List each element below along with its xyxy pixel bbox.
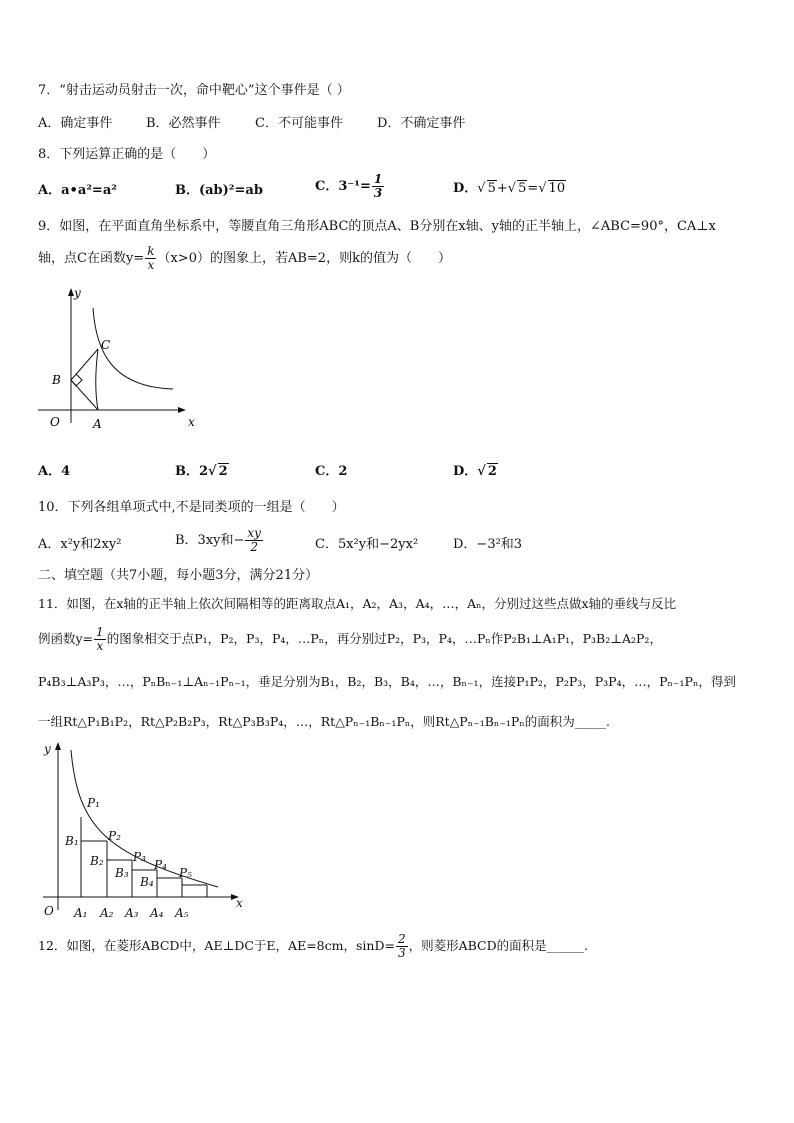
q9-frac-num: k [147, 244, 155, 258]
q11-label-a2: A₂ [100, 906, 114, 920]
q7-option-c: C．不可能事件 [255, 116, 343, 131]
section2-title: 二、填空题（共7小题，每小题3分，满分21分） [38, 568, 319, 583]
q8-option-d-eq: = [527, 181, 539, 196]
q8-option-d-plus: + [496, 181, 508, 196]
q11-label-b4: B₄ [140, 875, 154, 889]
q7-option-d: D．不确定事件 [377, 116, 466, 131]
q7-option-a: A．确定事件 [38, 116, 113, 131]
q11-label-a3: A₃ [125, 906, 139, 920]
q8-stem: 8．下列运算正确的是（ ） [38, 147, 216, 162]
q11-label-p4: P₄ [154, 858, 167, 872]
q10-option-d: D．−3²和3 [453, 537, 523, 552]
q9-segment-ca [96, 349, 98, 410]
q10-option-b-den: 2 [245, 540, 263, 554]
q10-option-b-text: B．3xy和− [175, 533, 245, 548]
q11-frac-den: x [94, 639, 106, 653]
q9-stem-line2-a: 轴，点C在函数y= [38, 251, 145, 266]
q9-option-a: A．4 [38, 464, 71, 479]
q11-label-b1: B₁ [65, 834, 79, 848]
q11-frac-num: 1 [96, 625, 104, 639]
q11-label-p1: P₁ [87, 796, 100, 810]
q7-option-b: B．必然事件 [146, 116, 221, 131]
q9-label-y: y [74, 286, 81, 300]
q12-fraction [396, 933, 408, 960]
q9-label-c: C [101, 338, 111, 352]
q10-option-b-fraction [245, 527, 263, 554]
q8-option-c-prefix: C．3⁻¹= [315, 179, 371, 194]
q11-line2 [38, 626, 662, 653]
q11-line4: 一组Rt△P₁B₁P₂，Rt△P₂B₂P₃，Rt△P₃B₃P₄，…，Rt△Pₙ₋₁Bₙ₋₁Pₙ，则Rt△Pₙ₋₁Bₙ₋₁Pₙ的面积为_____. [38, 714, 610, 729]
q8-option-c-den: 3 [373, 186, 383, 200]
q9-x-arrow [178, 407, 186, 413]
q9-stem-line1: 9．如图，在平面直角坐标系中，等腰直角三角形ABC的顶点A、B分别在x轴、y轴的正半轴上，∠ABC=90°，CA⊥x [38, 219, 716, 234]
q11-fraction [94, 626, 106, 653]
q11-label-p3: P₃ [133, 850, 146, 864]
q8-option-d-prefix: D． [453, 181, 478, 196]
q11-line3: P₄B₃⊥A₃P₃，…，PₙBₙ₋₁⊥Aₙ₋₁Pₙ₋₁，垂足分别为B₁，B₂，B₃，B₄，…，Bₙ₋₁，连接P₁P₂，P₂P₃，P₃P₄，…，Pₙ₋₁Pₙ，得到 [38, 674, 736, 689]
q9-option-b-prefix: B．2 [175, 464, 209, 479]
q9-option-d-rad: 2 [487, 464, 497, 479]
q11-figure [38, 735, 248, 925]
q9-fraction [145, 245, 156, 272]
q10-option-b [175, 527, 264, 554]
q8-option-c-num: 1 [373, 172, 383, 186]
q10-stem: 10．下列各组单项式中,不是同类项的一组是（ ） [38, 500, 345, 515]
q9-option-d: D．√ 2 [453, 464, 497, 479]
q9-stem-line2 [38, 245, 451, 272]
q9-label-o: O [50, 415, 60, 429]
q11-label-y: y [44, 742, 51, 756]
q11-label-b2: B₂ [90, 854, 104, 868]
q11-label-a5: A₅ [175, 906, 189, 920]
q9-stem-line2-b: （x>0）的图象上，若AB=2，则k的值为（ ） [157, 251, 451, 266]
q11-label-b3: B₃ [115, 866, 129, 880]
q9-option-d-prefix: D． [453, 464, 478, 479]
q11-line1: 11．如图，在x轴的正半轴上依次间隔相等的距离取点A₁，A₂，A₃，A₄，…，Aₙ，分别过这些点做x轴的垂线与反比 [38, 596, 677, 611]
q8-option-d-rad3: 10 [548, 181, 566, 196]
q12-stem [38, 933, 588, 960]
q11-label-p5: P₅ [179, 866, 192, 880]
q8-option-d-rad1: 5 [487, 181, 496, 196]
q12-frac-den: 3 [397, 946, 406, 960]
q9-right-angle-mark [71, 374, 82, 386]
q9-label-b: B [52, 373, 61, 387]
q9-triangle-legs [71, 349, 98, 410]
q7-stem: 7．“射击运动员射击一次，命中靶心”这个事件是（ ） [38, 83, 350, 98]
q11-label-p2: P₂ [108, 829, 121, 843]
q11-y-arrow [55, 742, 61, 750]
q12-stem-b: ，则菱形ABCD的面积是______. [408, 938, 589, 953]
q9-label-a: A [93, 417, 102, 431]
q10-option-b-num: xy [247, 526, 261, 540]
q8-option-c [315, 173, 385, 200]
q11-label-o: O [44, 904, 54, 918]
q11-label-x: x [236, 896, 243, 910]
q9-option-b: B．2√ 2 [175, 464, 228, 479]
q12-frac-num: 2 [397, 932, 406, 946]
q11-label-a4: A₄ [150, 906, 164, 920]
q10-option-c: C．5x²y和−2yx² [315, 537, 419, 552]
q9-frac-den: x [145, 258, 156, 272]
q10-option-a: A．x²y和2xy² [38, 537, 122, 552]
q8-option-b: B．(ab)²=ab [175, 183, 263, 198]
q9-label-x: x [188, 415, 195, 429]
q9-figure [38, 283, 208, 433]
q9-option-c: C．2 [315, 464, 348, 479]
q8-option-a: A．a•a²=a² [38, 183, 117, 198]
q11-line2-b: 的图象相交于点P₁，P₂，P₃，P₄，…Pₙ，再分别过P₂，P₃，P₄，…Pₙ作P₂B₁⊥A₁P₁，P₃B₂⊥A₂P₂， [106, 631, 662, 646]
q12-stem-a: 12．如图，在菱形ABCD中，AE⊥DC于E，AE=8cm，sinD= [38, 938, 395, 953]
q8-option-d-rad2: 5 [518, 181, 527, 196]
q8-option-d: D．√ 5+√ 5=√ 10 [453, 181, 566, 196]
q11-line2-a: 例函数y= [38, 631, 94, 646]
q8-option-c-fraction [372, 173, 384, 200]
q9-option-b-rad: 2 [218, 464, 228, 479]
q11-label-a1: A₁ [74, 906, 88, 920]
